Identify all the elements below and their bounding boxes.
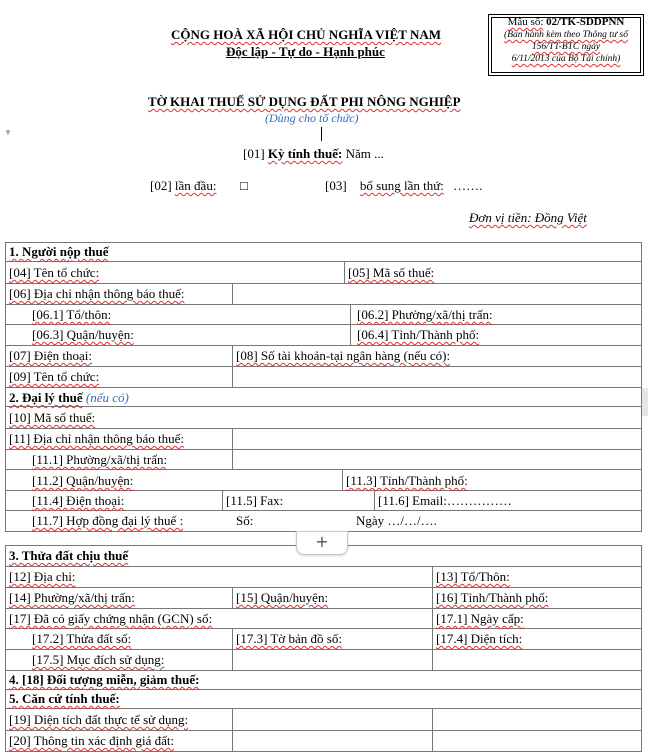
section-2-title: 2. Đại lý thuế (nếu có) [9,390,129,405]
org-name-2-label: [09] Tên tổ chức: [9,369,100,384]
price-info-label: [20] Thông tin xác định giá đất: [9,733,175,748]
org-name-label: [04] Tên tổ chức: [9,265,100,280]
issued-line-1: (Ban hành kèm theo Thông tư số [504,30,628,40]
scroll-arrow-icon: ▼ [4,128,12,137]
agent-fax-label: [11.5] Fax: [226,493,284,508]
country-name: CỘNG HOÀ XÃ HỘI CHỦ NGHĨA VIỆT NAM [171,27,442,42]
section-4-title: 4. [18] Đối tượng miễn, giảm thuế: [9,672,200,687]
agent-tax-code-label: [10] Mã số thuế: [9,410,96,425]
hamlet-label: [06.1] Tổ/thôn: [32,307,112,322]
actual-area-label: [19] Diện tích đất thực tế sử dụng: [9,712,189,727]
section-3-title: 3. Thửa đất chịu thuế [9,548,129,563]
agent-email-label: [11.6] Email:…………… [378,493,512,508]
parcel-province-label: [16] Tỉnh/Thành phố: [436,590,549,605]
certificate-label: [17] Đã có giấy chứng nhận (GCN) số: [9,611,213,626]
agent-contract-date: Ngày …/…/…. [356,513,437,528]
tax-code-label: [05] Mã số thuế: [348,265,435,280]
parcel-district-label: [15] Quận/huyện: [236,590,329,605]
certificate-date-label: [17.1] Ngày cấp: [436,611,524,626]
tax-period: [01] Kỳ tính thuế: Năm ... [243,146,384,161]
agent-phone-label: [11.4] Điện thoại: [32,493,125,508]
motto: Độc lập - Tự do - Hạnh phúc [226,44,385,59]
usage-purpose-label: [17.5] Mục đích sử dụng: [32,652,165,667]
supplement-label: [03] bổ sung lần thứ: ……. [325,178,483,193]
text-cursor [321,127,322,141]
first-time-checkbox[interactable]: □ [240,178,248,193]
first-time-label: [02] lần đầu: [150,178,217,193]
expand-button[interactable]: + [296,531,348,555]
address-label: [06] Địa chỉ nhận thông báo thuế: [9,286,185,301]
scrollbar-thumb[interactable] [641,388,648,416]
bank-account-label: [08] Số tài khoản-tại ngân hàng (nếu có): [236,348,451,363]
currency-unit: Đơn vị tiền: Đồng Việt [469,210,587,225]
agent-address-label: [11] Địa chỉ nhận thông báo thuế: [9,431,184,446]
parcel-address-label: [12] Địa chỉ: [9,569,76,584]
form-code-line: Mẫu số: 02/TK-SDDPNN [507,16,625,28]
agent-ward-label: [11.1] Phường/xã/thị trấn: [32,452,168,467]
parcel-number-label: [17.2] Thửa đất số: [32,631,132,646]
parcel-area-label: [17.4] Diện tích: [436,631,523,646]
parcel-ward-label: [14] Phường/xã/thị trấn: [9,590,135,605]
province-label: [06.4] Tỉnh/Thành phố: [357,327,480,342]
agent-district-label: [11.2] Quận/huyện: [32,473,134,488]
parcel-hamlet-label: [13] Tổ/Thôn: [436,569,510,584]
phone-label: [07] Điện thoại: [9,348,93,363]
agent-contract-label: [11.7] Hợp đồng đại lý thuế : [32,513,184,528]
agent-contract-number: Số: [236,513,254,528]
district-label: [06.3] Quận/huyện: [32,327,134,342]
issued-line-2: 156/TT-BTC ngày [531,42,601,52]
form-subtitle: (Dùng cho tổ chức) [265,111,359,125]
map-sheet-label: [17.3] Tờ bản đồ số: [236,631,342,646]
section-1-title: 1. Người nộp thuế [9,244,109,259]
issued-line-3: 6/11/2013 của Bộ Tài chính) [511,54,621,64]
form-title: TỜ KHAI THUẾ SỬ DỤNG ĐẤT PHI NÔNG NGHIỆP [148,94,461,109]
ward-label: [06.2] Phường/xã/thị trấn: [357,307,493,322]
section-5-title: 5. Căn cứ tính thuế: [9,691,120,706]
agent-province-label: [11.3] Tỉnh/Thành phố: [346,473,468,488]
